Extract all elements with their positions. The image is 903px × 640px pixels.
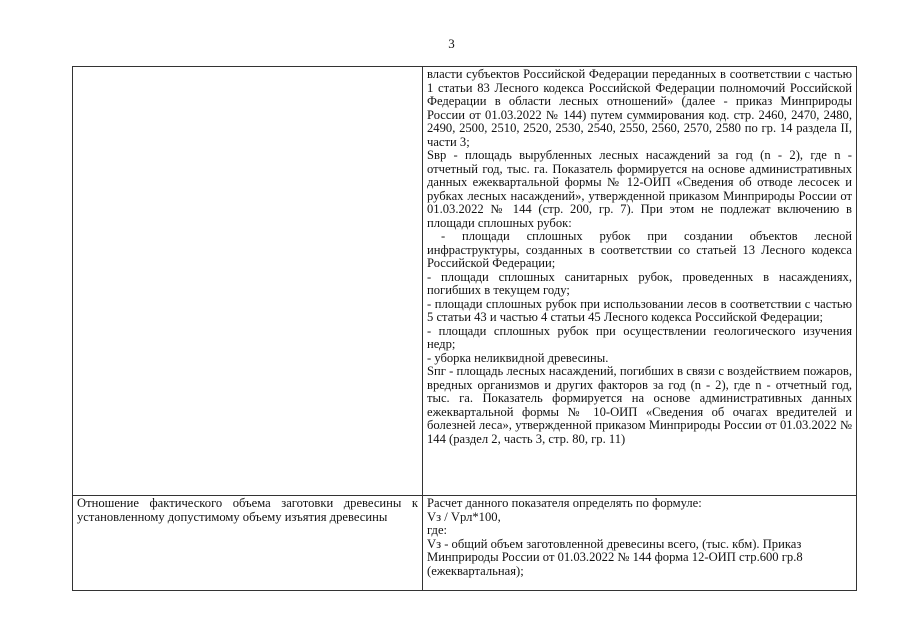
- method-paragraph: Sпг - площадь лесных насаждений, погибших в связи с воздействием пожаров, вредных организмов и других факторов за год (n - 2), где n - отчетный год, тыс. га. Показатель формируется на основе административных данных ежеквартальной формы № 10-ОИП «Сведения об очагах вредителей и болезней леса», утвержденной приказом Минприроды России от 01.03.2022 № 144 (раздел 2, часть 3, стр. 80, гр. 11): [427, 364, 852, 446]
- row1-method-cell: [423, 67, 857, 496]
- method-paragraph: власти субъектов Российской Федерации переданных в соответствии с частью 1 статьи 83 Лесного кодекса Российской Федерации полномочий Российской Федерации в области лесных отношений» (далее - приказ Минприроды России от 01.03.2022 № 144) путем суммирования код. стр. 2460, 2470, 2480, 2490, 2500, 2510, 2520, 2530, 2540, 2550, 2560, 2570, 2580 по гр. 14 раздела II, части 3;: [427, 67, 852, 149]
- method-paragraph: Vз - общий объем заготовленной древесины всего, (тыс. кбм). Приказ Минприроды России от 01.03.2022 № 144 форма 12-ОИП стр.600 гр.8 (ежеквартальная);: [427, 536, 803, 578]
- method-paragraph: - уборка неликвидной древесины.: [427, 350, 609, 365]
- method-paragraph: - площади сплошных рубок при использовании лесов в соответствии с частью 5 статьи 43 и частью 4 статьи 45 Лесного кодекса Российской Федерации;: [427, 296, 852, 324]
- document-table: [72, 66, 857, 591]
- method-paragraph: - площади сплошных рубок при создании объектов лесной инфраструктуры, созданных в соответствии со статьей 13 Лесного кодекса Российской Федерации;: [427, 229, 852, 270]
- method-paragraph: Sвр - площадь вырубленных лесных насаждений за год (n - 2), где n - отчетный год, тыс. га. Показатель формируется на основе административных данных ежеквартальной формы № 12-ОИП «Сведения об отводе лесосек и рубках лесных насаждений», утвержденной приказом Минприроды России от 01.03.2022 № 144 (стр. 200, гр. 7). При этом не подлежат включению в площади сплошных рубок:: [427, 148, 852, 230]
- table-row: [73, 67, 857, 496]
- row1-indicator-cell: [73, 67, 423, 496]
- method-paragraph: - площади сплошных рубок при осуществлении геологического изучения недр;: [427, 323, 852, 351]
- page-number: 3: [448, 36, 455, 51]
- row2-method-cell: [423, 496, 857, 591]
- method-paragraph: - площади сплошных санитарных рубок, проведенных в насаждениях, погибших в текущем году;: [427, 269, 852, 297]
- method-paragraph: Расчет данного показателя определять по формуле:: [427, 496, 702, 510]
- row2-indicator-cell: Отношение фактического объема заготовки древесины к установленному допустимому объему изъятия древесины: [73, 496, 423, 591]
- method-paragraph: где:: [427, 523, 448, 537]
- table-row: [73, 496, 857, 591]
- formula: Vз / Vрл*100,: [427, 509, 501, 524]
